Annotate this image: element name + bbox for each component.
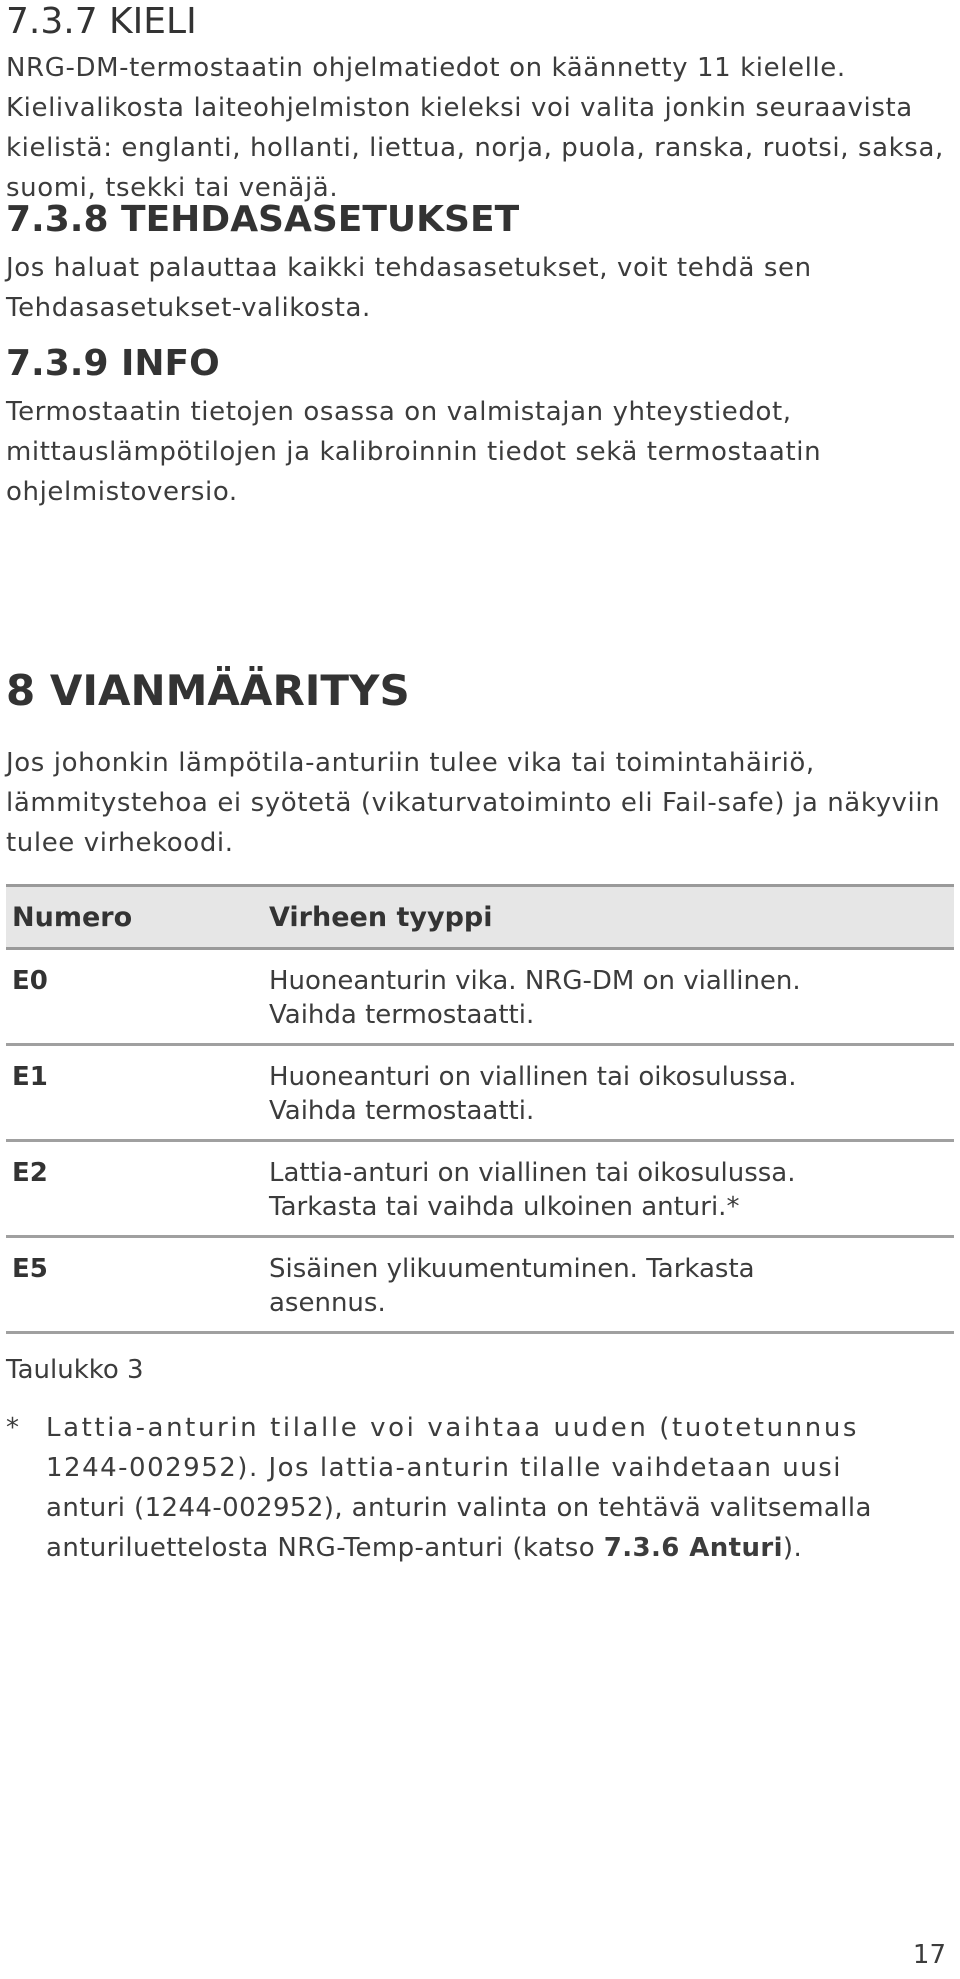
table-row [6,950,954,1046]
heading-info: 7.3.9 INFO [6,343,220,384]
footnote-line: anturi (1244-002952), anturin valinta on tehtävä valitsemalla [46,1493,872,1523]
heading-tehdasasetukset: 7.3.8 TEHDASASETUKSET [6,199,520,240]
error-description: Huoneanturin vika. NRG-DM on viallinen. Vaihda termostaatti. [269,966,801,1030]
error-code: E0 [12,966,48,996]
error-code: E2 [12,1158,48,1188]
section-tehdasasetukset [6,198,954,328]
header-numero: Numero [12,901,133,933]
body-kieli: NRG-DM-termostaatin ohjelmatiedot on käännetty 11 kielelle. Kielivalikosta laiteohjelmiston kieleksi voi valita jonkin seuraavista kielistä: englanti, hollanti, liettua, norja, puola, ranska, ruotsi, saksa, suomi, tsekki tai venäjä. [6,53,944,203]
footnote [6,1408,954,1568]
body-vianmaaritys: Jos johonkin lämpötila-anturiin tulee vika tai toimintahäiriö, lämmitystehoa ei syötetä (vikaturvatoiminto eli Fail-safe) ja näkyviin tulee virhekoodi. [6,748,941,858]
page-number: 17 [912,1940,946,1970]
table-row [6,1238,954,1334]
error-description: Sisäinen ylikuumentuminen. Tarkasta asennus. [269,1254,755,1318]
body-tehdasasetukset: Jos haluat palauttaa kaikki tehdasasetukset, voit tehdä sen Tehdasasetukset-valikosta. [6,253,812,323]
heading-kieli: 7.3.7 KIELI [6,1,197,42]
table-row [6,1142,954,1238]
section-vianmaaritys [6,665,954,863]
section-info [6,342,954,512]
section-reference: 7.3.6 Anturi [603,1533,783,1563]
error-description: Huoneanturi on viallinen tai oikosulussa. Vaihda termostaatti. [269,1062,797,1126]
footnote-line: 1244-002952). Jos lattia-anturin tilalle vaihdetaan uusi [46,1453,843,1483]
error-description: Lattia-anturi on viallinen tai oikosulussa. Tarkasta tai vaihda ulkoinen anturi.* [269,1158,796,1222]
error-code-table [6,884,954,1334]
footnote-marker: * [6,1413,20,1443]
section-kieli [6,0,954,208]
header-virheen-tyyppi: Virheen tyyppi [269,901,493,933]
table-caption: Taulukko 3 [6,1355,144,1385]
error-code: E5 [12,1254,48,1284]
error-code: E1 [12,1062,48,1092]
footnote-line: Lattia-anturin tilalle voi vaihtaa uuden (tuotetunnus [46,1413,860,1443]
table-header [6,884,954,950]
heading-vianmaaritys: 8 VIANMÄÄRITYS [6,666,410,715]
table-row [6,1046,954,1142]
body-info: Termostaatin tietojen osassa on valmistajan yhteystiedot, mittauslämpötilojen ja kalibroinnin tiedot sekä termostaatin ohjelmistoversio. [6,397,822,507]
footnote-line: anturiluettelosta NRG-Temp-anturi (katso 7.3.6 Anturi). [46,1533,803,1563]
